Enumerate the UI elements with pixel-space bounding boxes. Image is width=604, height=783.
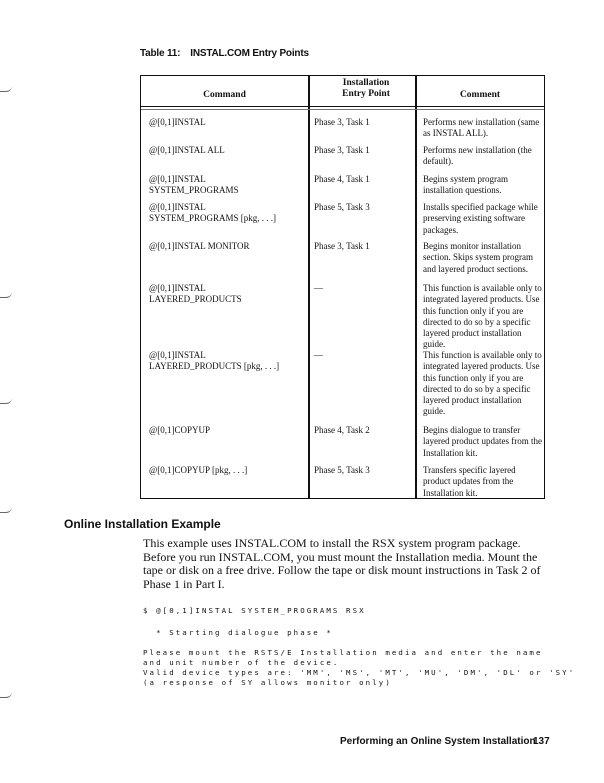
running-footer: Performing an Online System Installation xyxy=(340,736,536,747)
cell-command xyxy=(149,117,309,128)
cell-entry-point: Phase 3, Task 1 xyxy=(314,117,370,127)
header-command: Command xyxy=(203,90,246,100)
cell-command xyxy=(149,174,309,197)
entry-points-table xyxy=(140,75,545,499)
cell-entry-point: Phase 4, Task 1 xyxy=(314,174,370,184)
cell-entry-point: Phase 5, Task 3 xyxy=(314,465,370,475)
cell-entry-point: Phase 5, Task 3 xyxy=(314,202,370,212)
binding-mark xyxy=(0,292,12,298)
binding-mark xyxy=(0,507,12,513)
cell-entry-point: Phase 4, Task 2 xyxy=(314,425,370,435)
cell-command xyxy=(149,202,309,225)
command-line: @[0,1]INSTAL xyxy=(149,283,206,293)
command-line: @[0,1]INSTAL MONITOR xyxy=(149,241,250,251)
header-entry-point: Installation Entry Point xyxy=(342,78,390,99)
terminal-line: and unit number of the device. xyxy=(143,658,340,667)
binding-mark xyxy=(0,692,12,698)
cell-entry-point: Phase 3, Task 1 xyxy=(314,145,370,155)
cell-command xyxy=(149,283,309,306)
command-line: @[0,1]INSTAL xyxy=(149,117,206,127)
command-line: @[0,1]COPYUP [pkg, . . .] xyxy=(149,465,248,475)
terminal-line: (a response of SY allows monitor only) xyxy=(143,678,392,687)
cell-comment: Begins system program installation questions. xyxy=(423,174,508,196)
command-line: SYSTEM_PROGRAMS [pkg, . . .] xyxy=(149,213,277,224)
cell-comment: Performs new installation (same as INSTAL ALL). xyxy=(423,117,540,139)
cell-comment: Transfers specific layered product updates from the Installation kit. xyxy=(423,465,516,498)
caption-number: Table 11: xyxy=(140,48,181,59)
cell-command xyxy=(149,145,309,156)
header-comment: Comment xyxy=(459,90,501,100)
section-heading: Online Installation Example xyxy=(64,517,221,531)
binding-mark xyxy=(0,398,12,404)
cell-command xyxy=(149,425,309,436)
command-line: @[0,1]INSTAL ALL xyxy=(149,145,225,155)
cell-entry-point: — xyxy=(314,350,323,360)
binding-mark xyxy=(0,86,12,92)
command-line: @[0,1]INSTAL xyxy=(149,350,206,360)
terminal-line: Valid device types are: 'MM', 'MS', 'MT', 'MU', 'DM', 'DL' or 'SY' xyxy=(143,668,576,677)
command-line: @[0,1]INSTAL xyxy=(149,174,206,184)
cell-comment: Begins dialogue to transfer layered product updates from the Installation kit. xyxy=(423,425,542,458)
section-paragraph: This example uses INSTAL.COM to install the RSX system program package. Before you run INSTAL.COM, you must mount the Installation media. Mount the tape or disk on a free drive. Follow the tape or disk mount instructions in Task 2 of Phase 1 in Part I. xyxy=(143,536,541,592)
command-line: @[0,1]COPYUP xyxy=(149,425,211,435)
table-caption xyxy=(140,48,319,59)
cell-comment: This function is available only to integrated layered products. Use this function only if you are directed to do so by a specific layered product installation guide. xyxy=(423,350,542,417)
cell-command xyxy=(149,465,309,476)
cell-comment: Performs new installation (the default). xyxy=(423,145,532,167)
command-line: LAYERED_PRODUCTS [pkg, . . .] xyxy=(149,361,280,372)
cell-comment: This function is available only to integrated layered products. Use this function only if you are directed to do so by a specific layered product installation guide. xyxy=(423,283,542,350)
cell-comment: Begins monitor installation section. Skips system program and layered product sections. xyxy=(423,241,533,274)
caption-title: INSTAL.COM Entry Points xyxy=(190,48,309,59)
cell-entry-point: — xyxy=(314,283,323,293)
command-line: LAYERED_PRODUCTS xyxy=(149,294,242,305)
cell-command xyxy=(149,350,309,373)
header-divider xyxy=(141,106,544,107)
command-line: @[0,1]INSTAL xyxy=(149,202,206,212)
header-divider xyxy=(141,109,544,110)
terminal-line: * Starting dialogue phase * xyxy=(143,628,333,637)
command-line: SYSTEM_PROGRAMS xyxy=(149,185,239,196)
page-number: 137 xyxy=(533,736,550,747)
cell-entry-point: Phase 3, Task 1 xyxy=(314,241,370,251)
cell-comment: Installs specified package while preserving existing software packages. xyxy=(423,202,538,235)
terminal-line: Please mount the RSTS/E Installation media and enter the name xyxy=(143,648,543,657)
column-divider xyxy=(415,76,417,498)
cell-command xyxy=(149,241,309,252)
terminal-line: $ @[0,1]INSTAL SYSTEM_PROGRAMS RSX xyxy=(143,606,366,615)
